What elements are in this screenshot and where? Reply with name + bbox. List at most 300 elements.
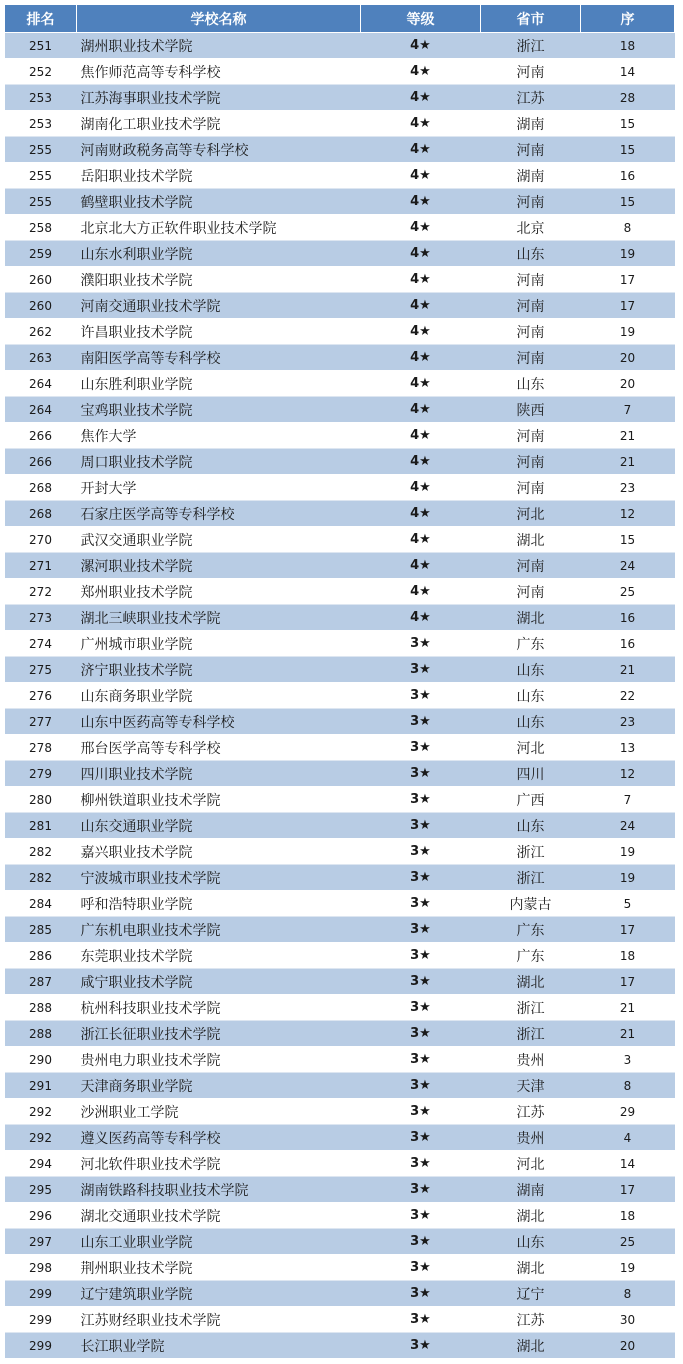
cell-school-name: 河南交通职业技术学院: [77, 293, 361, 319]
cell-seq: 21: [581, 423, 675, 449]
cell-province: 广东: [481, 917, 581, 943]
cell-seq: 24: [581, 813, 675, 839]
cell-province: 江苏: [481, 1099, 581, 1125]
cell-level: 3★: [361, 1151, 481, 1177]
table-row: [5, 1229, 675, 1255]
cell-level: 3★: [361, 891, 481, 917]
table-row: [5, 215, 675, 241]
cell-school-name: 江苏财经职业技术学院: [77, 1307, 361, 1333]
cell-seq: 21: [581, 1021, 675, 1047]
cell-school-name: 山东中医药高等专科学校: [77, 709, 361, 735]
table-row: [5, 1255, 675, 1281]
cell-seq: 19: [581, 1255, 675, 1281]
cell-rank: 262: [5, 319, 77, 345]
cell-rank: 253: [5, 85, 77, 111]
cell-province: 山东: [481, 1229, 581, 1255]
table-row: [5, 1203, 675, 1229]
table-row: [5, 1125, 675, 1151]
table-row: [5, 449, 675, 475]
cell-level: 3★: [361, 865, 481, 891]
cell-province: 浙江: [481, 839, 581, 865]
cell-school-name: 焦作师范高等专科学校: [77, 59, 361, 85]
cell-school-name: 许昌职业技术学院: [77, 319, 361, 345]
cell-province: 贵州: [481, 1047, 581, 1073]
cell-rank: 275: [5, 657, 77, 683]
cell-level: 3★: [361, 1333, 481, 1359]
cell-level: 3★: [361, 917, 481, 943]
cell-rank: 255: [5, 189, 77, 215]
cell-school-name: 石家庄医学高等专科学校: [77, 501, 361, 527]
cell-level: 3★: [361, 1125, 481, 1151]
cell-seq: 19: [581, 241, 675, 267]
cell-province: 山东: [481, 709, 581, 735]
cell-province: 内蒙古: [481, 891, 581, 917]
cell-seq: 8: [581, 1281, 675, 1307]
table-row: [5, 501, 675, 527]
table-row: [5, 865, 675, 891]
cell-seq: 19: [581, 839, 675, 865]
cell-school-name: 柳州铁道职业技术学院: [77, 787, 361, 813]
cell-seq: 23: [581, 475, 675, 501]
cell-seq: 21: [581, 449, 675, 475]
cell-level: 3★: [361, 995, 481, 1021]
cell-school-name: 武汉交通职业学院: [77, 527, 361, 553]
cell-seq: 17: [581, 969, 675, 995]
cell-school-name: 南阳医学高等专科学校: [77, 345, 361, 371]
cell-rank: 288: [5, 1021, 77, 1047]
cell-rank: 270: [5, 527, 77, 553]
cell-seq: 4: [581, 1125, 675, 1151]
cell-school-name: 天津商务职业学院: [77, 1073, 361, 1099]
cell-seq: 8: [581, 215, 675, 241]
cell-seq: 18: [581, 33, 675, 59]
cell-seq: 30: [581, 1307, 675, 1333]
cell-level: 3★: [361, 1073, 481, 1099]
cell-rank: 264: [5, 397, 77, 423]
cell-province: 湖南: [481, 111, 581, 137]
table-row: [5, 891, 675, 917]
cell-school-name: 广州城市职业学院: [77, 631, 361, 657]
cell-rank: 299: [5, 1281, 77, 1307]
cell-rank: 266: [5, 449, 77, 475]
cell-seq: 23: [581, 709, 675, 735]
cell-school-name: 四川职业技术学院: [77, 761, 361, 787]
cell-school-name: 濮阳职业技术学院: [77, 267, 361, 293]
table-row: [5, 1151, 675, 1177]
cell-province: 河南: [481, 475, 581, 501]
cell-province: 湖北: [481, 969, 581, 995]
cell-province: 河北: [481, 1151, 581, 1177]
cell-school-name: 江苏海事职业技术学院: [77, 85, 361, 111]
cell-school-name: 山东交通职业学院: [77, 813, 361, 839]
cell-level: 4★: [361, 319, 481, 345]
cell-level: 3★: [361, 631, 481, 657]
cell-rank: 271: [5, 553, 77, 579]
header-level: 等级: [361, 5, 481, 33]
cell-province: 江苏: [481, 85, 581, 111]
cell-level: 4★: [361, 397, 481, 423]
cell-seq: 12: [581, 761, 675, 787]
cell-province: 湖北: [481, 527, 581, 553]
cell-seq: 29: [581, 1099, 675, 1125]
cell-rank: 299: [5, 1333, 77, 1359]
cell-level: 3★: [361, 761, 481, 787]
cell-province: 山东: [481, 371, 581, 397]
cell-school-name: 山东工业职业学院: [77, 1229, 361, 1255]
cell-school-name: 杭州科技职业技术学院: [77, 995, 361, 1021]
cell-school-name: 漯河职业技术学院: [77, 553, 361, 579]
cell-province: 广东: [481, 943, 581, 969]
header-rank: 排名: [5, 5, 77, 33]
table-row: [5, 683, 675, 709]
cell-level: 4★: [361, 293, 481, 319]
cell-seq: 17: [581, 917, 675, 943]
table-row: [5, 631, 675, 657]
cell-school-name: 郑州职业技术学院: [77, 579, 361, 605]
cell-province: 浙江: [481, 865, 581, 891]
cell-seq: 20: [581, 371, 675, 397]
table-row: [5, 605, 675, 631]
table-row: [5, 475, 675, 501]
cell-seq: 14: [581, 1151, 675, 1177]
cell-province: 辽宁: [481, 1281, 581, 1307]
cell-level: 4★: [361, 163, 481, 189]
cell-seq: 14: [581, 59, 675, 85]
cell-level: 4★: [361, 501, 481, 527]
cell-school-name: 宝鸡职业技术学院: [77, 397, 361, 423]
cell-rank: 280: [5, 787, 77, 813]
cell-seq: 24: [581, 553, 675, 579]
table-row: [5, 657, 675, 683]
cell-rank: 292: [5, 1099, 77, 1125]
cell-level: 3★: [361, 1307, 481, 1333]
cell-level: 4★: [361, 449, 481, 475]
table-row: [5, 943, 675, 969]
cell-rank: 255: [5, 137, 77, 163]
cell-level: 4★: [361, 527, 481, 553]
table-row: [5, 1281, 675, 1307]
cell-school-name: 湖南化工职业技术学院: [77, 111, 361, 137]
cell-level: 4★: [361, 137, 481, 163]
cell-school-name: 嘉兴职业技术学院: [77, 839, 361, 865]
cell-level: 4★: [361, 553, 481, 579]
cell-level: 3★: [361, 735, 481, 761]
cell-school-name: 遵义医药高等专科学校: [77, 1125, 361, 1151]
cell-rank: 290: [5, 1047, 77, 1073]
cell-level: 4★: [361, 371, 481, 397]
table-row: [5, 33, 675, 59]
cell-seq: 17: [581, 293, 675, 319]
cell-seq: 17: [581, 267, 675, 293]
cell-rank: 252: [5, 59, 77, 85]
cell-province: 河北: [481, 501, 581, 527]
cell-province: 北京: [481, 215, 581, 241]
cell-level: 3★: [361, 943, 481, 969]
table-row: [5, 1177, 675, 1203]
cell-school-name: 济宁职业技术学院: [77, 657, 361, 683]
cell-rank: 251: [5, 33, 77, 59]
cell-province: 河南: [481, 137, 581, 163]
cell-school-name: 山东商务职业学院: [77, 683, 361, 709]
cell-rank: 291: [5, 1073, 77, 1099]
cell-province: 天津: [481, 1073, 581, 1099]
table-row: [5, 1307, 675, 1333]
cell-seq: 19: [581, 865, 675, 891]
cell-province: 河南: [481, 189, 581, 215]
table-row: [5, 137, 675, 163]
cell-province: 浙江: [481, 1021, 581, 1047]
table-row: [5, 59, 675, 85]
cell-province: 浙江: [481, 33, 581, 59]
cell-rank: 277: [5, 709, 77, 735]
table-row: [5, 709, 675, 735]
cell-school-name: 湖南铁路科技职业技术学院: [77, 1177, 361, 1203]
cell-rank: 273: [5, 605, 77, 631]
cell-level: 4★: [361, 579, 481, 605]
cell-seq: 18: [581, 1203, 675, 1229]
cell-school-name: 浙江长征职业技术学院: [77, 1021, 361, 1047]
cell-school-name: 北京北大方正软件职业技术学院: [77, 215, 361, 241]
cell-rank: 281: [5, 813, 77, 839]
table-row: [5, 1047, 675, 1073]
cell-school-name: 湖北三峡职业技术学院: [77, 605, 361, 631]
cell-level: 3★: [361, 1177, 481, 1203]
cell-rank: 282: [5, 865, 77, 891]
cell-seq: 28: [581, 85, 675, 111]
cell-seq: 13: [581, 735, 675, 761]
cell-level: 3★: [361, 787, 481, 813]
cell-school-name: 河南财政税务高等专科学校: [77, 137, 361, 163]
table-row: [5, 995, 675, 1021]
cell-province: 浙江: [481, 995, 581, 1021]
table-row: [5, 969, 675, 995]
table-row: [5, 1021, 675, 1047]
table-row: [5, 1099, 675, 1125]
cell-province: 江苏: [481, 1307, 581, 1333]
cell-rank: 276: [5, 683, 77, 709]
cell-seq: 15: [581, 137, 675, 163]
cell-school-name: 山东胜利职业学院: [77, 371, 361, 397]
cell-province: 山东: [481, 813, 581, 839]
cell-level: 4★: [361, 241, 481, 267]
cell-level: 3★: [361, 1047, 481, 1073]
table-header: [5, 5, 675, 33]
cell-province: 湖北: [481, 1333, 581, 1359]
cell-level: 4★: [361, 475, 481, 501]
cell-province: 河南: [481, 423, 581, 449]
table-row: [5, 319, 675, 345]
cell-level: 4★: [361, 59, 481, 85]
cell-seq: 18: [581, 943, 675, 969]
cell-seq: 17: [581, 1177, 675, 1203]
cell-rank: 296: [5, 1203, 77, 1229]
cell-province: 河南: [481, 59, 581, 85]
cell-rank: 268: [5, 475, 77, 501]
cell-level: 4★: [361, 33, 481, 59]
cell-rank: 259: [5, 241, 77, 267]
cell-seq: 15: [581, 189, 675, 215]
cell-province: 河北: [481, 735, 581, 761]
cell-province: 河南: [481, 553, 581, 579]
cell-school-name: 呼和浩特职业学院: [77, 891, 361, 917]
cell-province: 湖北: [481, 1255, 581, 1281]
cell-rank: 279: [5, 761, 77, 787]
table-row: [5, 163, 675, 189]
cell-level: 3★: [361, 1099, 481, 1125]
cell-province: 湖南: [481, 1177, 581, 1203]
table-row: [5, 1333, 675, 1359]
cell-seq: 19: [581, 319, 675, 345]
cell-level: 4★: [361, 215, 481, 241]
header-row: [5, 5, 675, 33]
cell-seq: 16: [581, 605, 675, 631]
cell-level: 4★: [361, 423, 481, 449]
cell-province: 河南: [481, 267, 581, 293]
cell-seq: 22: [581, 683, 675, 709]
cell-rank: 292: [5, 1125, 77, 1151]
cell-province: 湖北: [481, 1203, 581, 1229]
cell-seq: 25: [581, 1229, 675, 1255]
cell-seq: 21: [581, 995, 675, 1021]
cell-level: 4★: [361, 267, 481, 293]
table-row: [5, 527, 675, 553]
ranking-table: [4, 4, 675, 1359]
cell-level: 4★: [361, 345, 481, 371]
cell-level: 3★: [361, 1281, 481, 1307]
cell-level: 3★: [361, 969, 481, 995]
table-row: [5, 85, 675, 111]
cell-level: 3★: [361, 1255, 481, 1281]
cell-rank: 285: [5, 917, 77, 943]
cell-seq: 8: [581, 1073, 675, 1099]
cell-school-name: 湖北交通职业技术学院: [77, 1203, 361, 1229]
cell-seq: 5: [581, 891, 675, 917]
cell-school-name: 广东机电职业技术学院: [77, 917, 361, 943]
cell-rank: 287: [5, 969, 77, 995]
cell-level: 3★: [361, 1203, 481, 1229]
table-row: [5, 839, 675, 865]
cell-province: 河南: [481, 319, 581, 345]
cell-province: 湖北: [481, 605, 581, 631]
cell-school-name: 咸宁职业技术学院: [77, 969, 361, 995]
cell-rank: 253: [5, 111, 77, 137]
cell-province: 河南: [481, 293, 581, 319]
cell-seq: 20: [581, 345, 675, 371]
cell-school-name: 湖州职业技术学院: [77, 33, 361, 59]
cell-level: 3★: [361, 683, 481, 709]
cell-level: 3★: [361, 657, 481, 683]
table-row: [5, 189, 675, 215]
cell-school-name: 东莞职业技术学院: [77, 943, 361, 969]
table-row: [5, 787, 675, 813]
cell-rank: 297: [5, 1229, 77, 1255]
cell-rank: 299: [5, 1307, 77, 1333]
cell-seq: 7: [581, 397, 675, 423]
cell-rank: 258: [5, 215, 77, 241]
header-school-name: 学校名称: [77, 5, 361, 33]
table-row: [5, 423, 675, 449]
cell-school-name: 荆州职业技术学院: [77, 1255, 361, 1281]
table-row: [5, 813, 675, 839]
cell-school-name: 辽宁建筑职业学院: [77, 1281, 361, 1307]
cell-province: 广东: [481, 631, 581, 657]
cell-province: 河南: [481, 345, 581, 371]
table-row: [5, 371, 675, 397]
cell-rank: 263: [5, 345, 77, 371]
cell-seq: 21: [581, 657, 675, 683]
table-row: [5, 345, 675, 371]
table-row: [5, 761, 675, 787]
table-row: [5, 267, 675, 293]
table-body: [5, 33, 675, 1359]
header-province: 省市: [481, 5, 581, 33]
cell-rank: 298: [5, 1255, 77, 1281]
cell-level: 4★: [361, 605, 481, 631]
cell-school-name: 邢台医学高等专科学校: [77, 735, 361, 761]
cell-rank: 274: [5, 631, 77, 657]
cell-school-name: 岳阳职业技术学院: [77, 163, 361, 189]
cell-rank: 264: [5, 371, 77, 397]
cell-level: 3★: [361, 709, 481, 735]
cell-seq: 15: [581, 527, 675, 553]
cell-school-name: 沙洲职业工学院: [77, 1099, 361, 1125]
cell-rank: 295: [5, 1177, 77, 1203]
table-row: [5, 293, 675, 319]
cell-level: 3★: [361, 1021, 481, 1047]
table-row: [5, 735, 675, 761]
cell-seq: 15: [581, 111, 675, 137]
cell-school-name: 长江职业学院: [77, 1333, 361, 1359]
cell-seq: 16: [581, 631, 675, 657]
cell-level: 4★: [361, 111, 481, 137]
cell-school-name: 周口职业技术学院: [77, 449, 361, 475]
table-row: [5, 111, 675, 137]
cell-province: 陕西: [481, 397, 581, 423]
cell-rank: 260: [5, 293, 77, 319]
table-row: [5, 553, 675, 579]
cell-seq: 7: [581, 787, 675, 813]
cell-province: 广西: [481, 787, 581, 813]
cell-rank: 282: [5, 839, 77, 865]
cell-province: 山东: [481, 241, 581, 267]
cell-province: 山东: [481, 657, 581, 683]
cell-rank: 268: [5, 501, 77, 527]
cell-level: 4★: [361, 85, 481, 111]
ranking-table-container: [4, 4, 674, 1359]
cell-school-name: 焦作大学: [77, 423, 361, 449]
table-row: [5, 1073, 675, 1099]
table-row: [5, 397, 675, 423]
cell-seq: 16: [581, 163, 675, 189]
cell-seq: 20: [581, 1333, 675, 1359]
cell-seq: 3: [581, 1047, 675, 1073]
cell-seq: 12: [581, 501, 675, 527]
cell-level: 3★: [361, 839, 481, 865]
cell-rank: 266: [5, 423, 77, 449]
cell-seq: 25: [581, 579, 675, 605]
cell-school-name: 山东水利职业学院: [77, 241, 361, 267]
cell-school-name: 开封大学: [77, 475, 361, 501]
cell-rank: 260: [5, 267, 77, 293]
cell-province: 河南: [481, 579, 581, 605]
cell-province: 河南: [481, 449, 581, 475]
cell-school-name: 宁波城市职业技术学院: [77, 865, 361, 891]
table-row: [5, 241, 675, 267]
cell-province: 山东: [481, 683, 581, 709]
cell-province: 贵州: [481, 1125, 581, 1151]
cell-rank: 284: [5, 891, 77, 917]
cell-rank: 278: [5, 735, 77, 761]
